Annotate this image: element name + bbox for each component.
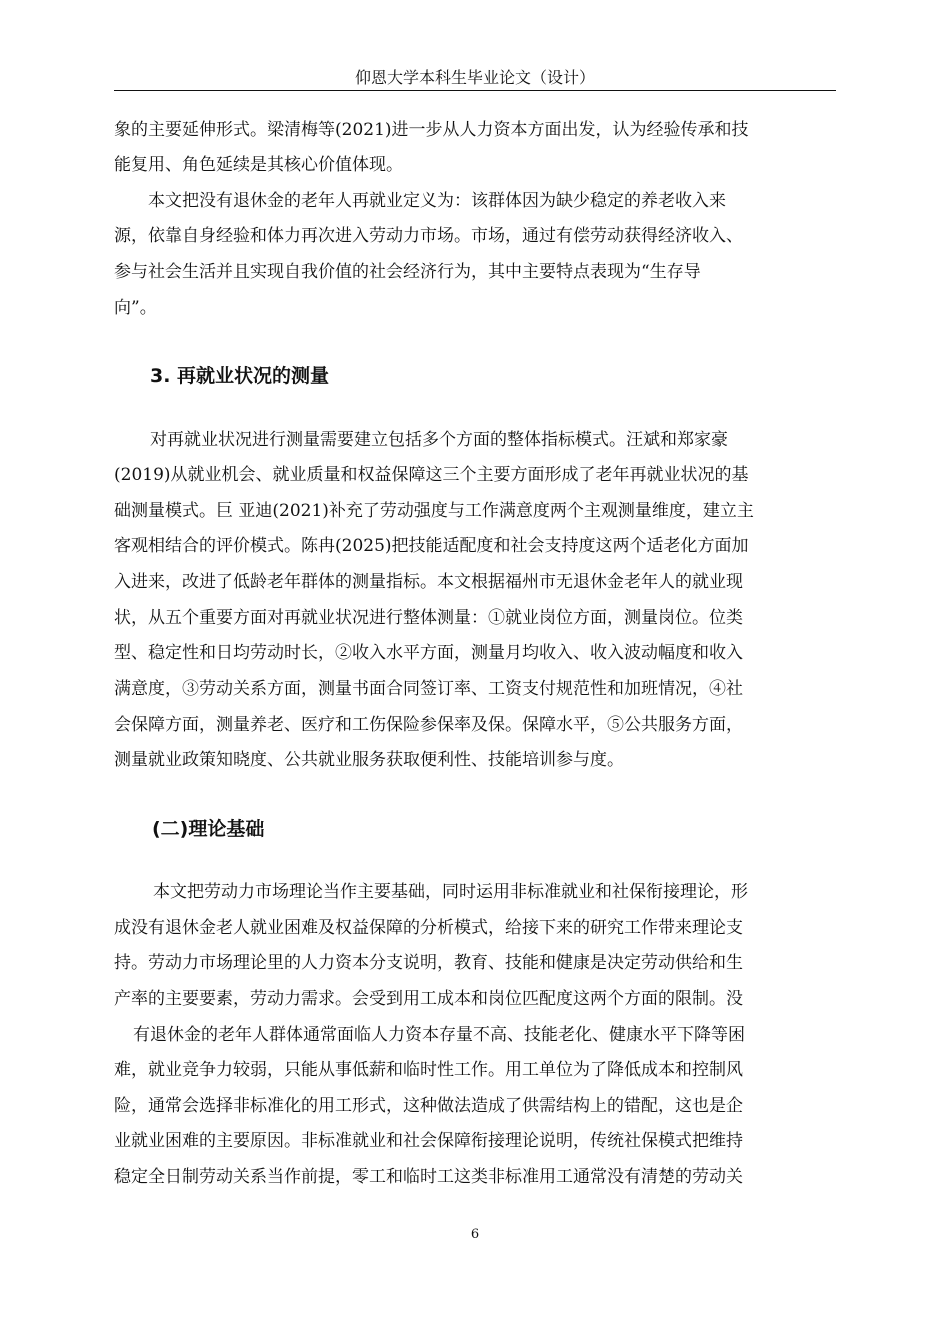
- body-line: 业就业困难的主要原因。非标准就业和社会保障衔接理论说明，传统社保模式把维持: [114, 1131, 743, 1151]
- body-line: 产率的主要要素，劳动力需求。会受到用工成本和岗位匹配度这两个方面的限制。没: [114, 989, 743, 1009]
- body-line: 本文把没有退休金的老年人再就业定义为：该群体因为缺少稳定的养老收入来: [148, 191, 726, 211]
- body-line: 向”。: [114, 298, 157, 318]
- body-line: 有退休金的老年人群体通常面临人力资本存量不高、技能老化、健康水平下降等困: [133, 1025, 745, 1045]
- body-line: 满意度，③劳动关系方面，测量书面合同签订率、工资支付规范性和加班情况，④社: [114, 679, 743, 699]
- body-line: 持。劳动力市场理论里的人力资本分支说明，教育、技能和健康是决定劳动供给和生: [114, 953, 743, 973]
- body-line: 难，就业竞争力较弱，只能从事低薪和临时性工作。用工单位为了降低成本和控制风: [114, 1060, 743, 1080]
- body-line: 对再就业状况进行测量需要建立包括多个方面的整体指标模式。汪斌和郑家豪: [150, 430, 728, 450]
- body-line: 本文把劳动力市场理论当作主要基础，同时运用非标准就业和社保衔接理论，形: [153, 882, 748, 902]
- body-line: 础测量模式。巨 亚迪(2021)补充了劳动强度与工作满意度两个主观测量维度，建立主: [114, 501, 754, 521]
- body-line: 象的主要延伸形式。梁清梅等(2021)进一步从人力资本方面出发，认为经验传承和技: [114, 120, 749, 140]
- body-line: 险，通常会选择非标准化的用工形式，这种做法造成了供需结构上的错配，这也是企: [114, 1096, 743, 1116]
- body-line: 稳定全日制劳动关系当作前提，零工和临时工这类非标准用工通常没有清楚的劳动关: [114, 1167, 743, 1187]
- header-rule: [114, 90, 836, 91]
- body-line: 会保障方面，测量养老、医疗和工伤保险参保率及保。保障水平，⑤公共服务方面，: [114, 715, 743, 735]
- body-line: 源，依靠自身经验和体力再次进入劳动力市场。市场，通过有偿劳动获得经济收入、: [114, 226, 743, 246]
- body-line: 状，从五个重要方面对再就业状况进行整体测量：①就业岗位方面，测量岗位。位类: [114, 608, 743, 628]
- page-number: 6: [470, 1227, 480, 1242]
- section-heading-theory: (二)理论基础: [152, 818, 265, 840]
- body-line: 能复用、角色延续是其核心价值体现。: [114, 155, 403, 175]
- body-line: 入进来，改进了低龄老年群体的测量指标。本文根据福州市无退休金老年人的就业现: [114, 572, 743, 592]
- body-line: (2019)从就业机会、就业质量和权益保障这三个主要方面形成了老年再就业状况的基: [114, 465, 749, 485]
- section-heading-3: 3. 再就业状况的测量: [150, 365, 330, 387]
- body-line: 客观相结合的评价模式。陈冉(2025)把技能适配度和社会支持度这两个适老化方面加: [114, 536, 749, 556]
- running-header: 仰恩大学本科生毕业论文（设计）: [354, 68, 595, 87]
- body-line: 参与社会生活并且实现自我价值的社会经济行为，其中主要特点表现为“生存导: [114, 262, 701, 282]
- body-line: 型、稳定性和日均劳动时长，②收入水平方面，测量月均收入、收入波动幅度和收入: [114, 643, 743, 663]
- body-line: 成没有退休金老人就业困难及权益保障的分析模式，给接下来的研究工作带来理论支: [114, 918, 743, 938]
- body-line: 测量就业政策知晓度、公共就业服务获取便利性、技能培训参与度。: [114, 750, 624, 770]
